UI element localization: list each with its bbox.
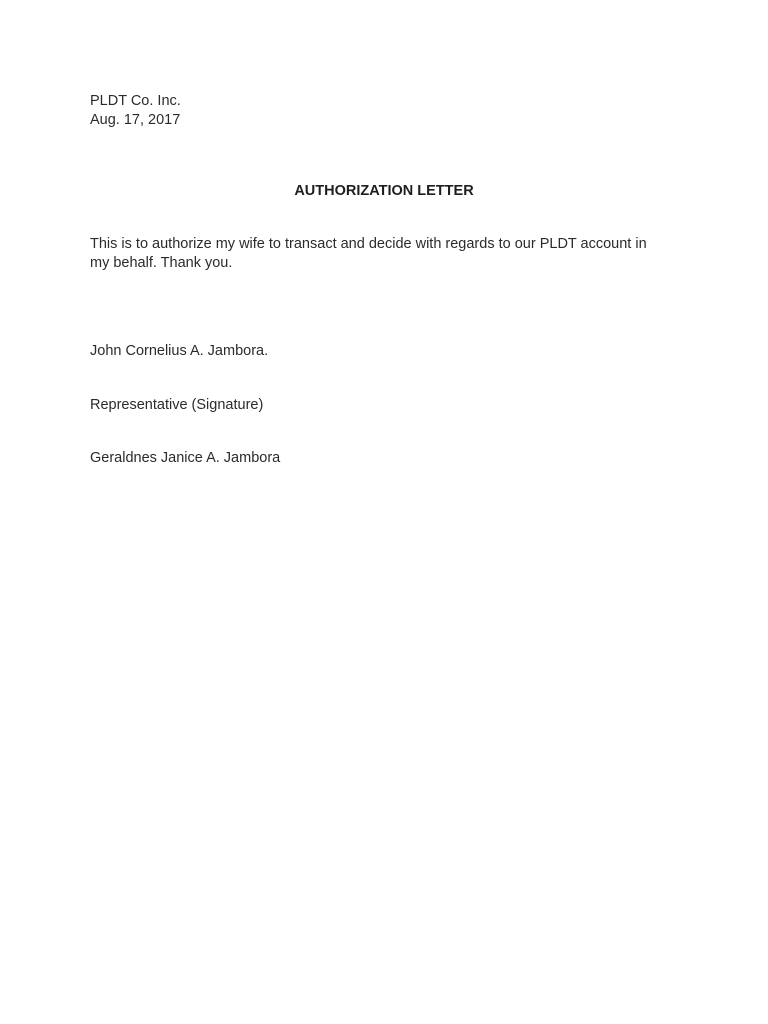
company-name: PLDT Co. Inc. <box>90 93 181 109</box>
letter-body-line-1: This is to authorize my wife to transact and decide with regards to our PLDT account in <box>90 236 647 252</box>
representative-name: Geraldnes Janice A. Jambora <box>90 450 281 466</box>
letter-body <box>90 235 690 273</box>
letter-title: AUTHORIZATION LETTER <box>294 183 474 199</box>
letter-body-line-2: my behalf. Thank you. <box>90 255 233 271</box>
representative-label: Representative (Signature) <box>90 397 264 413</box>
letter-date: Aug. 17, 2017 <box>90 112 181 128</box>
author-name: John Cornelius A. Jambora. <box>90 343 269 359</box>
